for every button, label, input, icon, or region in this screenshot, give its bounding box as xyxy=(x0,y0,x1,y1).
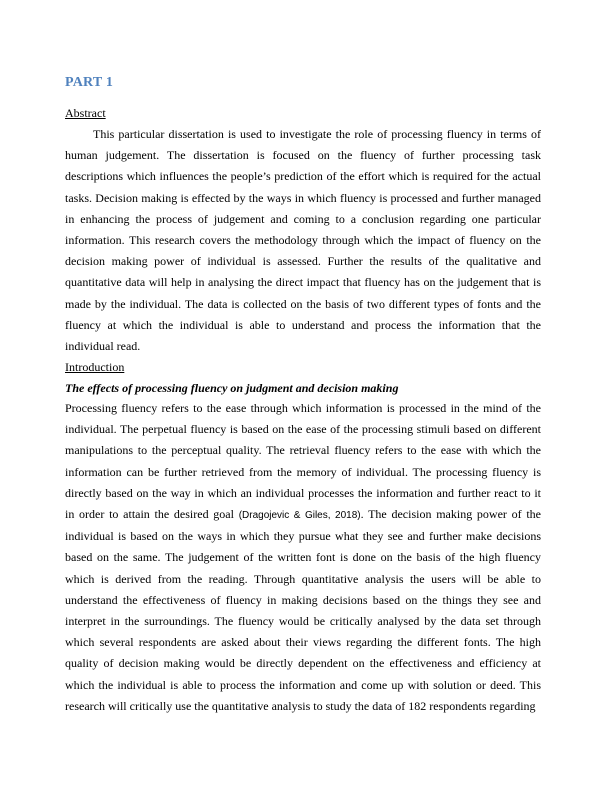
intro-text-part-1: Processing fluency refers to the ease through which information is processed in the mind of the individual. The perpetual fluency is based on the ease of the processing stimuli based on different manipulations to the perceptual quality. The retrieval fluency refers to the ease with which the information can be further retrieved from the memory of individual. The processing fluency is directly based on the way in which an individual processes the information and further react to it in order to attain the desired goal xyxy=(65,401,541,522)
abstract-paragraph: This particular dissertation is used to investigate the role of processing fluency in terms of human judgement. The dissertation is focused on the fluency of further processing task descriptions which influences the people’s prediction of the effort which is required for the actual tasks. Decision making is effected by the ways in which fluency is processed and further managed in enhancing the process of judgement and coming to a conclusion regarding one particular information. This research covers the methodology through which the impact of fluency on the decision making power of individual is assessed. Further the results of the qualitative and quantitative data will help in analysing the direct impact that fluency has on the judgement that is made by the individual. The data is collected on the basis of two different types of fonts and the fluency at which the individual is able to understand and process the information that the individual read. xyxy=(65,127,541,354)
introduction-subheading: The effects of processing fluency on judgment and decision making xyxy=(65,381,399,395)
intro-text-part-2: . The decision making power of the individual is based on the ways in which they pursue what they see and further make decisions based on the same. The judgement of the written font is done on the basis of the high fluency which is derived from the reading. Through quantitative analysis the users will be able to understand the effectiveness of fluency in making decisions based on the things they see and interpret in the surroundings. The fluency would be critically analysed by the data set through which several respondents are asked about their views regarding the different fonts. The high quality of decision making would be directly dependent on the effectiveness and efficiency at which the individual is able to process the information and come up with solution or deed. This research will critically use the quantitative analysis to study the data of 182 respondents regarding xyxy=(65,507,542,713)
intro-citation: (Dragojevic & Giles, 2018) xyxy=(238,510,361,522)
introduction-label: Introduction xyxy=(65,360,125,374)
part-heading: PART 1 xyxy=(65,75,114,90)
introduction-paragraph xyxy=(65,398,541,717)
abstract-label: Abstract xyxy=(65,106,106,120)
